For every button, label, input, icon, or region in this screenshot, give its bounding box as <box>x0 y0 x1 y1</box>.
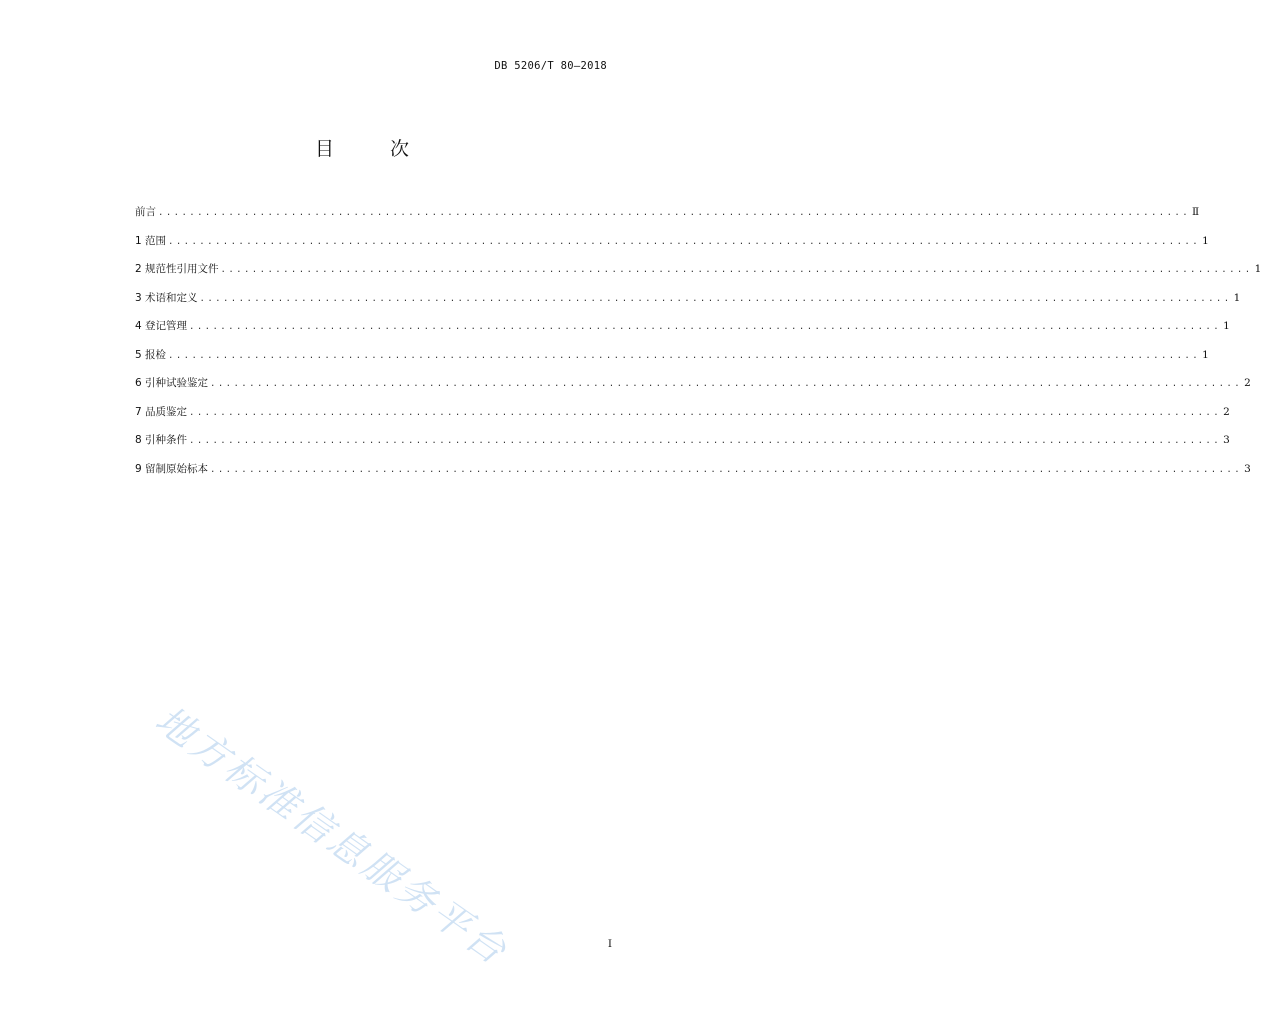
toc-entry-specimen-retention[interactable] <box>135 461 1251 490</box>
toc-entry-normative-references[interactable] <box>135 261 1261 290</box>
table-of-contents <box>135 204 1261 489</box>
toc-entry-terms-definitions[interactable] <box>135 290 1241 319</box>
toc-entry-label: 6 引种试验鉴定 <box>135 377 209 389</box>
toc-leader-dots: .................................................................................................................................... <box>210 379 1243 389</box>
toc-leader-dots: .................................................................................................................................... <box>199 293 1232 304</box>
toc-entry-page: 1 <box>1233 291 1241 304</box>
document-code: DB 5206/T 80—2018 <box>494 60 607 72</box>
toc-entry-label: 8 引种条件 <box>135 434 188 446</box>
toc-entry-label: 1 范围 <box>135 234 167 247</box>
toc-entry-label: 3 术语和定义 <box>135 291 198 304</box>
toc-entry-inspection[interactable] <box>135 347 1209 376</box>
toc-entry-label: 2 规范性引用文件 <box>135 263 219 275</box>
toc-entry-page: Ⅱ <box>1192 206 1200 218</box>
toc-leader-dots: .................................................................................................................................... <box>158 208 1191 218</box>
toc-entry-page: 1 <box>1254 263 1261 275</box>
toc-leader-dots: .................................................................................................................................... <box>189 436 1222 446</box>
toc-entry-label: 9 留制原始标本 <box>135 462 209 475</box>
toc-leader-dots: .................................................................................................................................... <box>168 236 1201 247</box>
toc-entry-page: 1 <box>1202 348 1209 361</box>
toc-title <box>0 134 724 161</box>
toc-leader-dots: .................................................................................................................................... <box>220 265 1253 275</box>
toc-entry-label: 5 报检 <box>135 348 167 361</box>
toc-leader-dots: .................................................................................................................................... <box>189 322 1222 332</box>
toc-entry-label: 前言 <box>135 206 156 218</box>
page-number: I <box>607 938 612 950</box>
toc-entry-page: 1 <box>1223 320 1230 332</box>
toc-entry-quality-identification[interactable] <box>135 404 1230 433</box>
toc-leader-dots: .................................................................................................................................... <box>210 464 1243 475</box>
toc-entry-introduction-trial[interactable] <box>135 375 1251 404</box>
toc-entry-page: 1 <box>1202 234 1209 247</box>
toc-entry-page: 2 <box>1223 405 1230 418</box>
watermark-text: 地方标准信息服务平台 <box>147 697 517 975</box>
toc-title-char-1: 目 <box>314 138 334 160</box>
toc-entry-registration[interactable] <box>135 318 1230 347</box>
toc-entry-label: 7 品质鉴定 <box>135 405 188 418</box>
toc-entry-page: 2 <box>1244 377 1251 389</box>
toc-entry-introduction-conditions[interactable] <box>135 432 1230 461</box>
toc-entry-label: 4 登记管理 <box>135 320 188 332</box>
toc-entry-page: 3 <box>1244 462 1251 475</box>
toc-entry-foreword[interactable] <box>135 204 1200 233</box>
toc-entry-page: 3 <box>1223 434 1230 446</box>
toc-leader-dots: .................................................................................................................................... <box>189 407 1222 418</box>
toc-entry-scope[interactable] <box>135 233 1209 262</box>
toc-leader-dots: .................................................................................................................................... <box>168 350 1201 361</box>
toc-title-char-2: 次 <box>390 138 410 160</box>
